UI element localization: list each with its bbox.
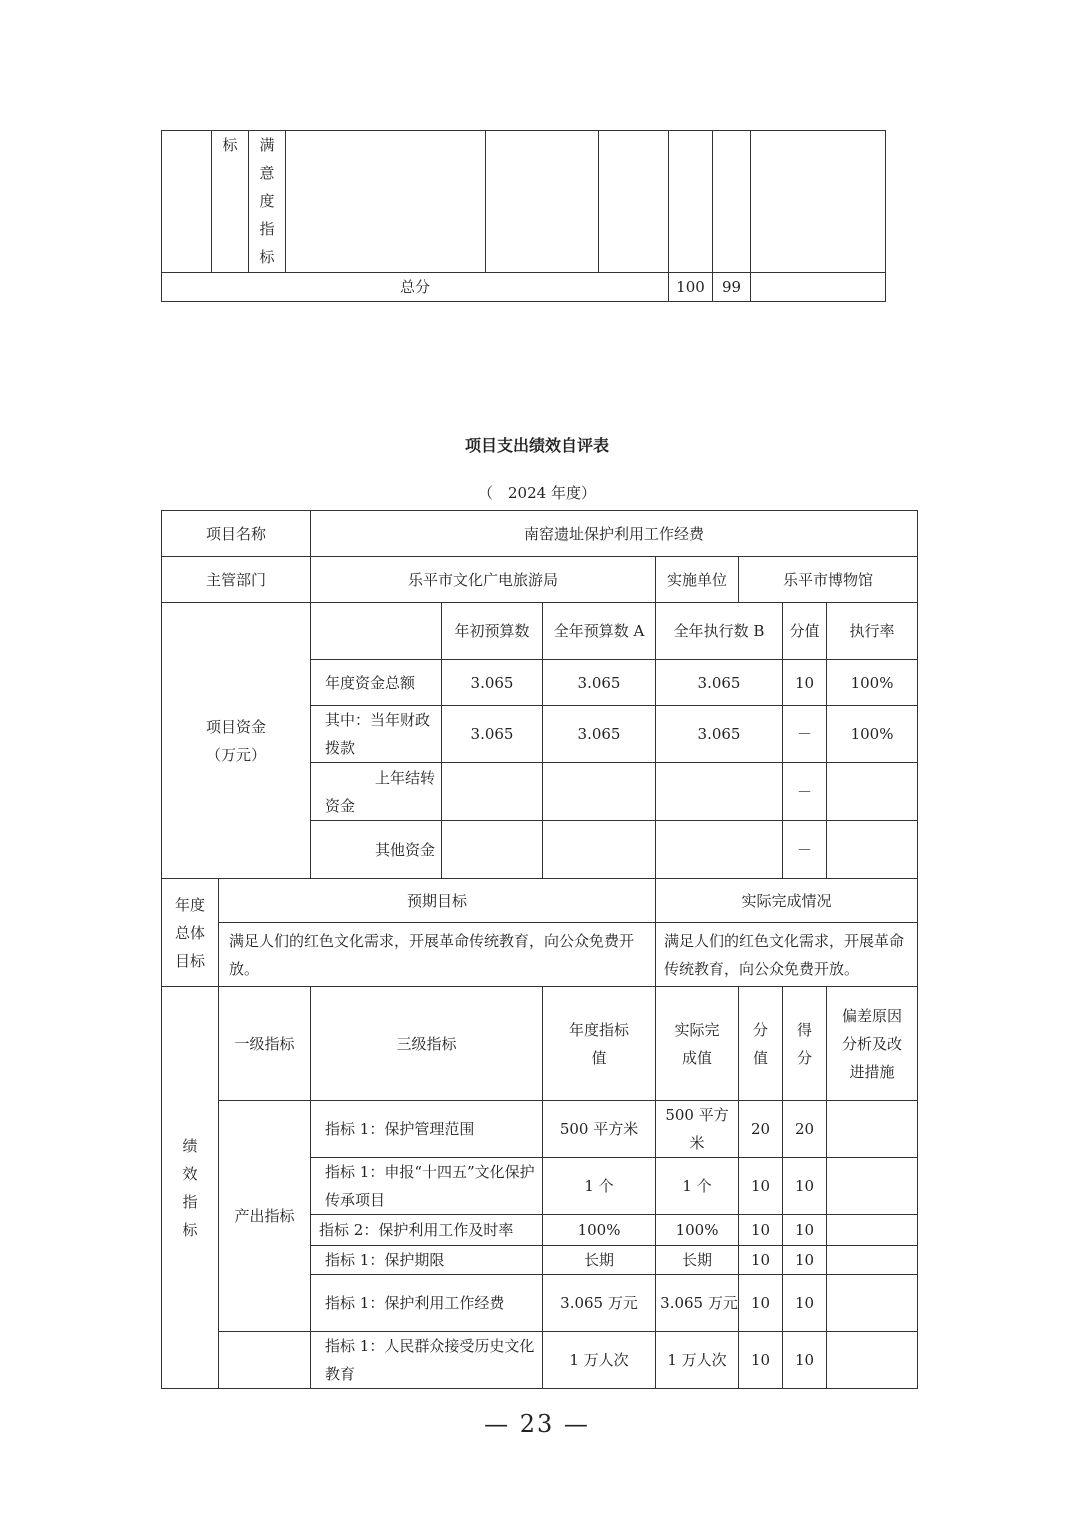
- funds-executed: 3.065: [656, 706, 783, 763]
- initial-budget-header: 年初预算数: [442, 603, 543, 660]
- funds-row-label: 年度资金总额: [311, 660, 442, 706]
- evaluation-table: [161, 510, 918, 1389]
- indicator-score: 10: [739, 1158, 783, 1215]
- got-header: 得分: [783, 987, 827, 1101]
- funds-initial: [442, 763, 543, 821]
- indicator-name: 指标 1：保护期限: [311, 1246, 543, 1275]
- indicator-target: 1 万人次: [543, 1332, 656, 1389]
- indicator-name: 指标 1：保护利用工作经费: [311, 1275, 543, 1332]
- funds-annual: [543, 821, 656, 879]
- reason-header: 偏差原因分析及改进措施: [827, 987, 918, 1101]
- indicator-actual: 长期: [656, 1246, 739, 1275]
- page-title: 项目支出绩效自评表: [464, 436, 609, 455]
- score-header: 分值: [783, 603, 827, 660]
- annual-budget-header: 全年预算数 A: [543, 603, 656, 660]
- year-line: （ 2024 年度）: [478, 484, 596, 502]
- perf-label: 绩效指标: [162, 987, 219, 1389]
- rate-header: 执行率: [827, 603, 918, 660]
- funds-score: －: [783, 706, 827, 763]
- funds-executed: 3.065: [656, 660, 783, 706]
- funds-row-label: 其中：当年财政拨款: [311, 706, 442, 763]
- funds-score: －: [783, 821, 827, 879]
- indicator-actual: 3.065 万元: [656, 1275, 739, 1332]
- funds-row-label: 其他资金: [311, 821, 442, 879]
- actual-goal-text: 满足人们的红色文化需求，开展革命传统教育，向公众免费开放。: [656, 923, 918, 987]
- funds-score: －: [783, 763, 827, 821]
- indicator-score: 10: [739, 1215, 783, 1246]
- indicator-score: 10: [739, 1332, 783, 1389]
- indicator-name: 指标 2：保护利用工作及时率: [311, 1215, 543, 1246]
- indicator-actual: 1 个: [656, 1158, 739, 1215]
- funds-initial: [442, 821, 543, 879]
- indicator-score: 20: [739, 1101, 783, 1158]
- expected-goal-text: 满足人们的红色文化需求，开展革命传统教育，向公众免费开放。: [219, 923, 656, 987]
- empty-cell: [599, 131, 669, 273]
- indicator-actual: 500 平方米: [656, 1101, 739, 1158]
- empty-cell: [827, 1275, 918, 1332]
- expected-goal-header: 预期目标: [219, 879, 656, 923]
- indicator-got: 10: [783, 1158, 827, 1215]
- level1-header: 一级指标: [219, 987, 311, 1101]
- indicator-name: 指标 1：保护管理范围: [311, 1101, 543, 1158]
- dept-label: 主管部门: [162, 557, 311, 603]
- empty-cell: [486, 131, 599, 273]
- indicator-row: [162, 1101, 918, 1158]
- page-number: — 23 —: [484, 1410, 590, 1438]
- total-score-got: 99: [713, 273, 751, 302]
- funds-rate: [827, 821, 918, 879]
- funds-rate: 100%: [827, 706, 918, 763]
- funds-score: 10: [783, 660, 827, 706]
- impl: 乐平市博物馆: [739, 557, 918, 603]
- funds-row-label: 上年结转资金: [311, 763, 442, 821]
- indicator-target: 500 平方米: [543, 1101, 656, 1158]
- empty-cell: [286, 131, 486, 273]
- indicator-got: 10: [783, 1332, 827, 1389]
- funds-annual: 3.065: [543, 660, 656, 706]
- empty-cell: [713, 131, 751, 273]
- project-name-label: 项目名称: [162, 511, 311, 557]
- funds-annual: 3.065: [543, 706, 656, 763]
- indicator-actual: 100%: [656, 1215, 739, 1246]
- continuation-table: [161, 130, 886, 302]
- empty-cell: [751, 273, 886, 302]
- total-score-label: 总分: [162, 273, 669, 302]
- indicator-got: 10: [783, 1215, 827, 1246]
- satisfaction-indicator-label: 满意度指标: [249, 131, 286, 273]
- empty-cell: [827, 1158, 918, 1215]
- empty-cell: [751, 131, 886, 273]
- indicator-score: 10: [739, 1246, 783, 1275]
- empty-cell: [827, 1332, 918, 1389]
- empty-cell: [827, 1215, 918, 1246]
- funds-executed: [656, 763, 783, 821]
- indicator-score: 10: [739, 1275, 783, 1332]
- indicator-name: 指标 1：人民群众接受历史文化教育: [311, 1332, 543, 1389]
- indicator-target: 1 个: [543, 1158, 656, 1215]
- total-score-value: 100: [669, 273, 713, 302]
- funds-rate: [827, 763, 918, 821]
- empty-cell: [219, 1332, 311, 1389]
- level3-header: 三级指标: [311, 987, 543, 1101]
- dept: 乐平市文化广电旅游局: [311, 557, 656, 603]
- goal-label: 年度总体目标: [162, 879, 219, 987]
- actual-goal-header: 实际完成情况: [656, 879, 918, 923]
- impl-label: 实施单位: [656, 557, 739, 603]
- indicator-row: [162, 1332, 918, 1389]
- level1-fragment: 标: [212, 131, 249, 273]
- funds-label: 项目资金（万元）: [162, 603, 311, 879]
- score-header: 分值: [739, 987, 783, 1101]
- empty-cell: [162, 131, 212, 273]
- indicator-target: 长期: [543, 1246, 656, 1275]
- funds-initial: 3.065: [442, 660, 543, 706]
- project-name: 南窑遗址保护利用工作经费: [311, 511, 918, 557]
- indicator-got: 20: [783, 1101, 827, 1158]
- funds-executed: [656, 821, 783, 879]
- actual-header: 实际完成值: [656, 987, 739, 1101]
- empty-cell: [827, 1101, 918, 1158]
- indicator-got: 10: [783, 1246, 827, 1275]
- indicator-target: 3.065 万元: [543, 1275, 656, 1332]
- indicator-actual: 1 万人次: [656, 1332, 739, 1389]
- funds-rate: 100%: [827, 660, 918, 706]
- empty-cell: [827, 1246, 918, 1275]
- indicator-name: 指标 1：申报“十四五”文化保护传承项目: [311, 1158, 543, 1215]
- output-indicator-label: 产出指标: [219, 1101, 311, 1332]
- funds-annual: [543, 763, 656, 821]
- indicator-target: 100%: [543, 1215, 656, 1246]
- target-header: 年度指标值: [543, 987, 656, 1101]
- empty-cell: [311, 603, 442, 660]
- empty-cell: [669, 131, 713, 273]
- indicator-got: 10: [783, 1275, 827, 1332]
- executed-header: 全年执行数 B: [656, 603, 783, 660]
- funds-initial: 3.065: [442, 706, 543, 763]
